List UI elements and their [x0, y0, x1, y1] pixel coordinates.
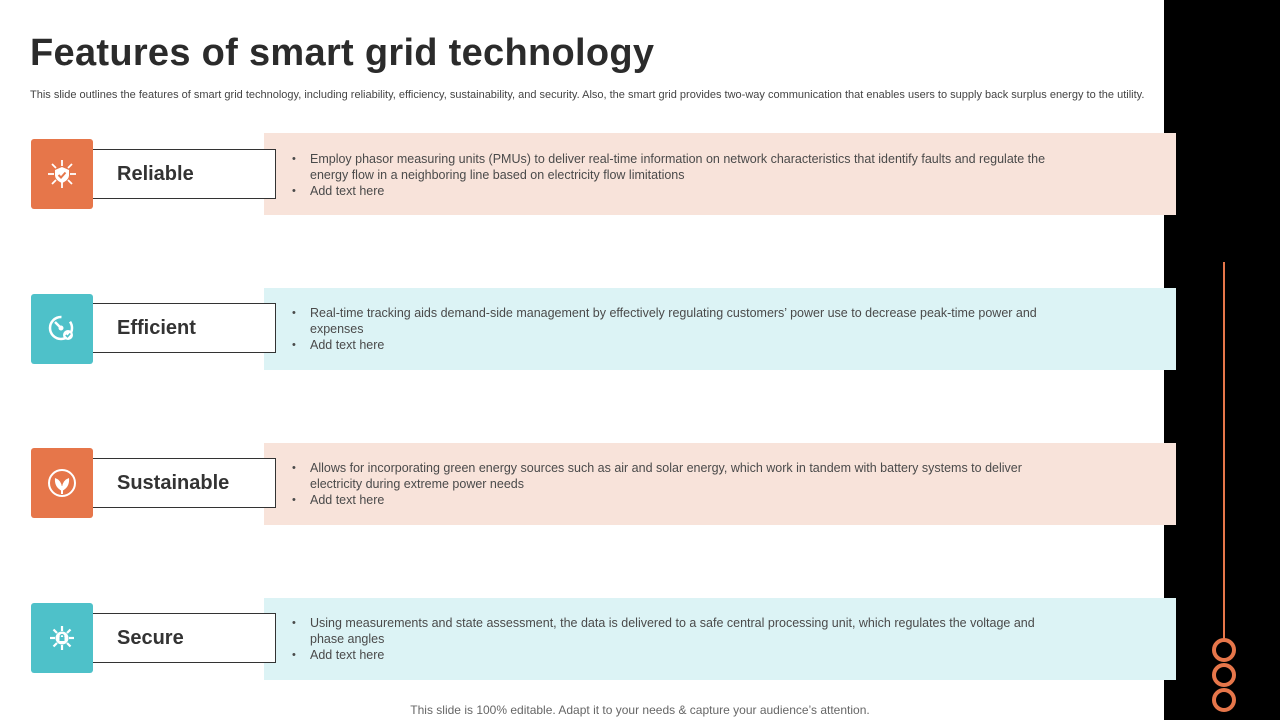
- list-item: • Allows for incorporating green energy sources such as air and solar energy, which work in tandem with battery systems to deliver electricity during extreme power needs: [292, 460, 1062, 492]
- leaf-hand-icon: [31, 448, 93, 518]
- page-title: Features of smart grid technology: [30, 32, 655, 74]
- decorative-ring: [1212, 663, 1236, 687]
- decorative-ring: [1212, 688, 1236, 712]
- list-item: • Add text here: [292, 647, 1062, 663]
- list-item: • Add text here: [292, 183, 1062, 199]
- security-gear-icon: [31, 603, 93, 673]
- feature-label-secure: Secure: [117, 627, 184, 649]
- shield-network-icon: [31, 139, 93, 209]
- feature-bullets-secure: [292, 615, 1062, 663]
- list-item: • Real-time tracking aids demand-side management by effectively regulating customers’ power use to decrease peak-time power and expenses: [292, 305, 1062, 337]
- list-item: • Employ phasor measuring units (PMUs) to deliver real-time information on network characteristics that identify faults and regulate the energy flow in a neighboring line based on electricity flow limitations: [292, 151, 1062, 183]
- feature-bullets-efficient: [292, 305, 1062, 353]
- footer-note: This slide is 100% editable. Adapt it to your needs & capture your audience’s attention.: [410, 703, 870, 717]
- decorative-ring: [1212, 638, 1236, 662]
- list-item: • Add text here: [292, 337, 1062, 353]
- gauge-check-icon: [31, 294, 93, 364]
- feature-bullets-sustainable: [292, 460, 1062, 508]
- feature-label-reliable: Reliable: [117, 163, 194, 185]
- feature-label-efficient: Efficient: [117, 317, 196, 339]
- page-subtitle: This slide outlines the features of smart grid technology, including reliability, efficiency, sustainability, and security. Also, the smart grid provides two-way communication that enables users to supply back surplus energy to the utility.: [30, 89, 1145, 101]
- list-item: • Using measurements and state assessment, the data is delivered to a safe central processing unit, which regulates the voltage and phase angles: [292, 615, 1062, 647]
- feature-label-sustainable: Sustainable: [117, 472, 230, 494]
- list-item: • Add text here: [292, 492, 1062, 508]
- decorative-line: [1223, 262, 1225, 642]
- feature-bullets-reliable: [292, 151, 1062, 199]
